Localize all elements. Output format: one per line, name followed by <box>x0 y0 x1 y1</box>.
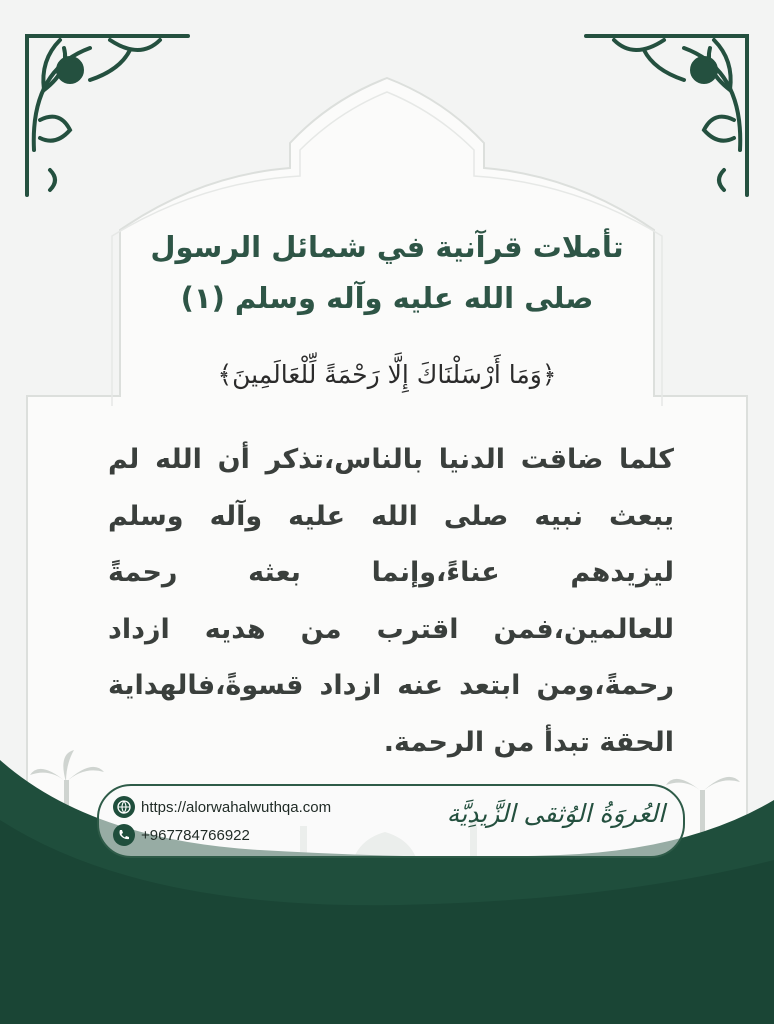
title-line-1: تأملات قرآنية في شمائل الرسول <box>150 230 624 264</box>
phone-number[interactable]: +967784766922 <box>141 826 250 844</box>
page-title <box>140 222 634 324</box>
corner-ornament-left <box>27 36 188 195</box>
body-paragraph: كلما ضاقت الدنيا بالناس،تذكر أن الله لم يبعث نبيه صلى الله عليه وآله وسلم ليزيدهم عناءً،وإنما بعثه رحمةً للعالمين،فمن اقترب من هديه ازداد رحمةً،ومن ابتعد عنه ازداد قسوةً،فالهداية الحقة تبدأ من الرحمة. <box>108 444 674 758</box>
corner-ornament-right <box>586 36 747 195</box>
phone-icon <box>113 824 135 846</box>
title-line-2: صلى الله عليه وآله وسلم (١) <box>180 281 594 315</box>
contact-bar <box>97 784 685 858</box>
quran-verse: ﴿وَمَا أَرْسَلْنَاكَ إِلَّا رَحْمَةً لِّلْعَالَمِينَ﴾ <box>217 360 557 389</box>
phone-row[interactable] <box>113 824 250 846</box>
brand-logo: العُروَةُ الوُثقى الزَّيدِيَّة <box>446 799 665 828</box>
website-row[interactable] <box>113 796 331 818</box>
website-link[interactable]: https://alorwahalwuthqa.com <box>141 798 332 816</box>
globe-icon <box>113 796 135 818</box>
